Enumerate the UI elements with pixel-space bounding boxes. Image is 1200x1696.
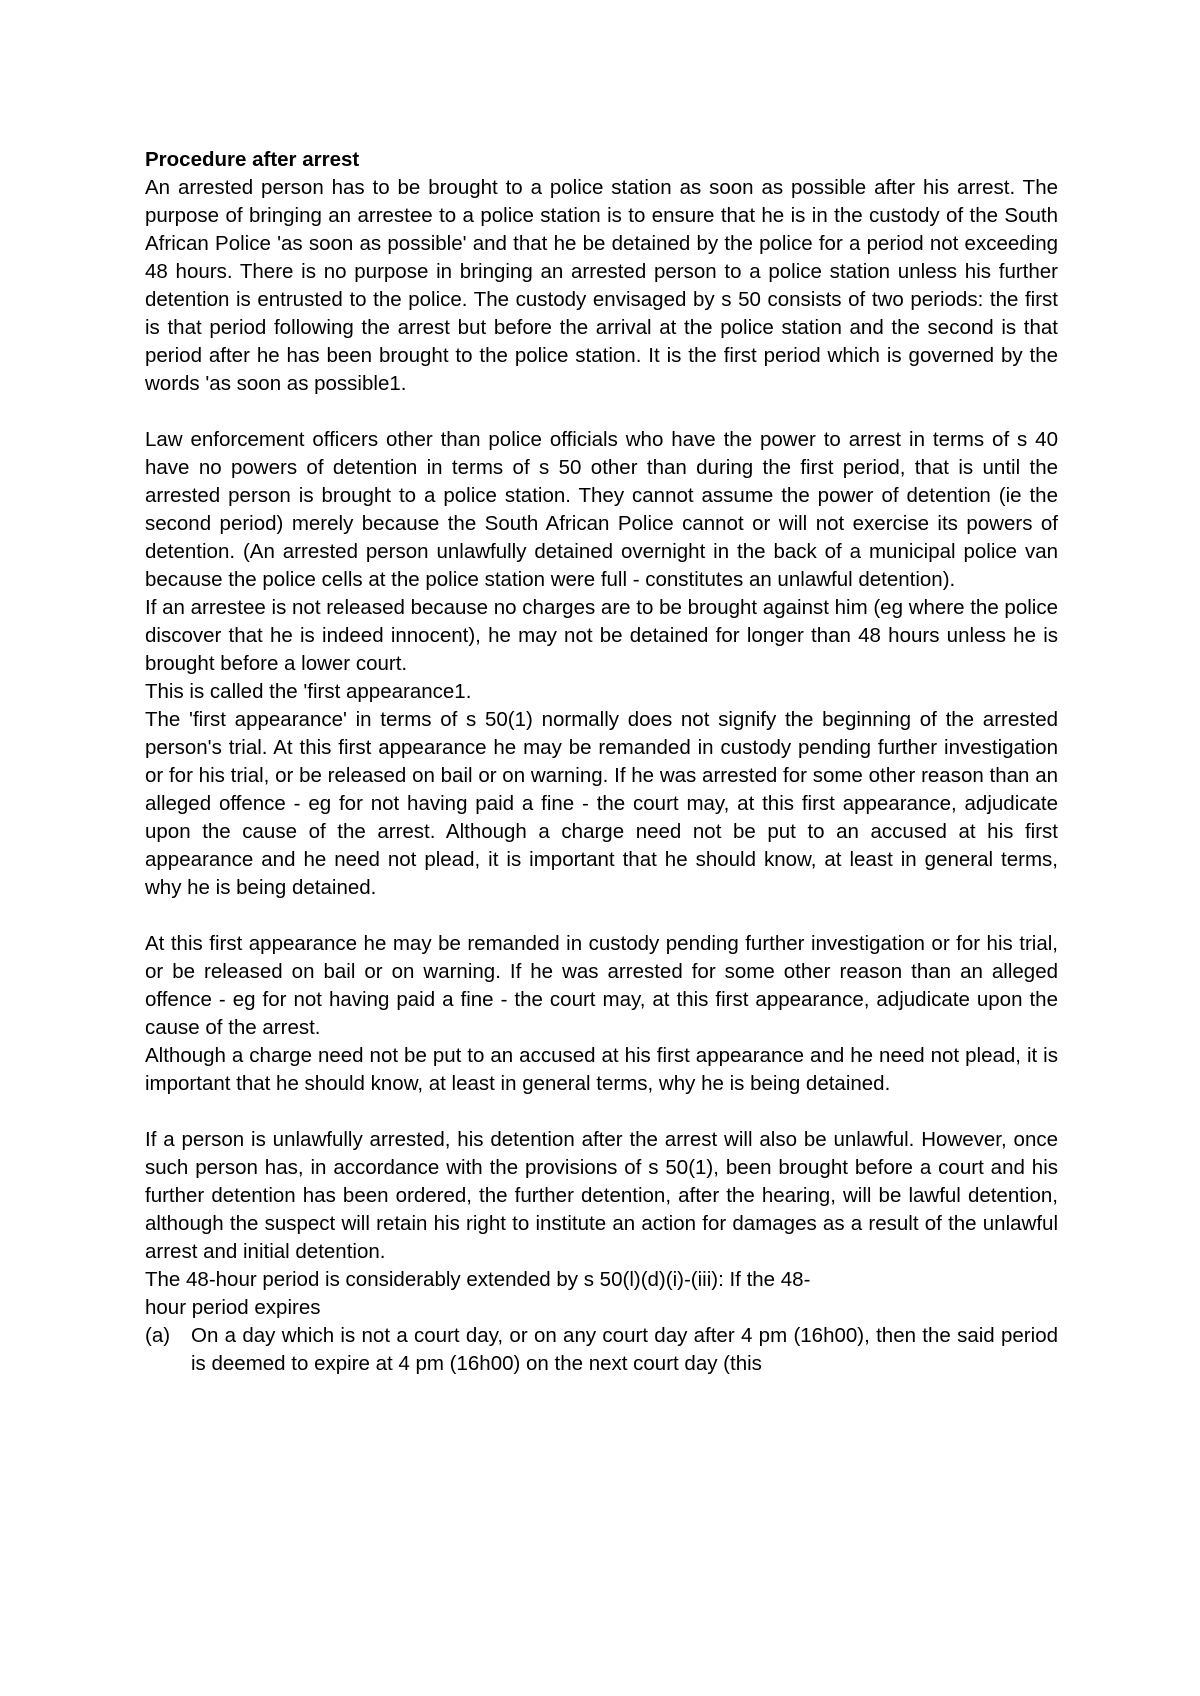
paragraph-extension: The 48-hour period is considerably extended by s 50(l)(d)(i)-(iii): If the 48-: [145, 1268, 811, 1291]
paragraph-first-appearance: The 'first appearance' in terms of s 50(1) normally does not signify the beginning of the arrested person's trial. At this first appearance he may be remanded in custody pending further investigation or for his trial, or be released on bail or on warning. If he was arrested for some other reason than an alleged offence - eg for not having paid a fine - the court may, at this first appearance, adjudicate upon the cause of the arrest. Although a charge need not be put to an accused at his first appearance and he need not plead, it is important that he should know, at least in general terms, why he is being detained.: [145, 708, 1058, 899]
paragraph-release: If an arrestee is not released because no charges are to be brought against him (eg where the police discover that he is indeed innocent), he may not be detained for longer than 48 hours unless he is brought before a lower court.: [145, 596, 1058, 675]
list-item-label: (a): [145, 1324, 171, 1347]
paragraph-law-enforcement: Law enforcement officers other than police officials who have the power to arrest in terms of s 40 have no powers of detention in terms of s 50 other than during the first period, that is until the arrested person is brought to a police station. They cannot assume the power of detention (ie the second period) merely because the South African Police cannot or will not exercise its powers of detention. (An arrested person unlawfully detained overnight in the back of a municipal police van because the police cells at the police station were full - constitutes an unlawful detention).: [145, 428, 1058, 591]
document-body: [145, 146, 1058, 1378]
list-item-text: On a day which is not a court day, or on any court day after 4 pm (16h00), then the said period is deemed to expire at 4 pm (16h00) on the next court day (this: [191, 1324, 1058, 1375]
paragraph-arrest-custody: An arrested person has to be brought to a police station as soon as possible after his arrest. The purpose of bringing an arrestee to a police station is to ensure that he is in the custody of the South African Police 'as soon as possible' and that he be detained by the police for a period not exceeding 48 hours. There is no purpose in bringing an arrested person to a police station unless his further detention is entrusted to the police. The custody envisaged by s 50 consists of two periods: the first is that period following the arrest but before the arrival at the police station and the second is that period after he has been brought to the police station. It is the first period which is governed by the words 'as soon as possible1.: [145, 176, 1058, 395]
paragraph-first-appearance-name: This is called the 'first appearance1.: [145, 680, 472, 703]
paragraph-remand: At this first appearance he may be remanded in custody pending further investigation or for his trial, or be released on bail or on warning. If he was arrested for some other reason than an alleged offence - eg for not having paid a fine - the court may, at this first appearance, adjudicate upon the cause of the arrest.: [145, 932, 1058, 1039]
paragraph-extension-continued: hour period expires: [145, 1296, 321, 1319]
list-item: [145, 1322, 1058, 1378]
document-title: Procedure after arrest: [145, 148, 360, 171]
paragraph-unlawful-arrest: If a person is unlawfully arrested, his detention after the arrest will also be unlawful. However, once such person has, in accordance with the provisions of s 50(1), been brought before a court and his further detention has been ordered, the further detention, after the hearing, will be lawful detention, although the suspect will retain his right to institute an action for damages as a result of the unlawful arrest and initial detention.: [145, 1128, 1058, 1263]
paragraph-spacer: [145, 1098, 1058, 1126]
paragraph-spacer: [145, 398, 1058, 426]
paragraph-charge: Although a charge need not be put to an accused at his first appearance and he need not plead, it is important that he should know, at least in general terms, why he is being detained.: [145, 1044, 1058, 1095]
paragraph-spacer: [145, 902, 1058, 930]
